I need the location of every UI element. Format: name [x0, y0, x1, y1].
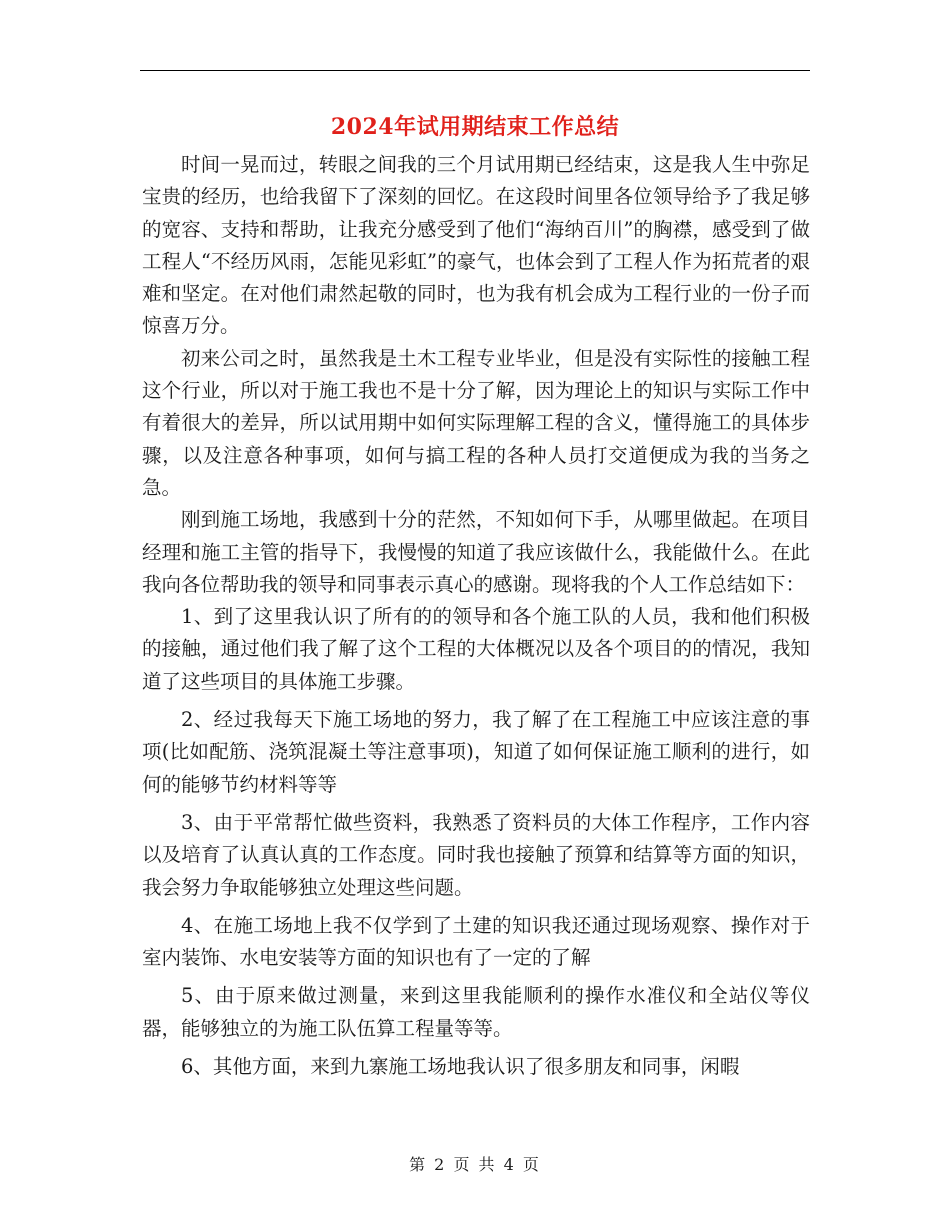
paragraph-item-5: 5、由于原来做过测量，来到这里我能顺利的操作水准仪和全站仪等仪器，能够独立的为施工队伍算工程量等等。	[142, 984, 810, 1040]
header-rule	[140, 70, 810, 71]
paragraph-site: 刚到施工场地，我感到十分的茫然，不知如何下手，从哪里做起。在项目经理和施工主管的指导下，我慢慢的知道了我应该做什么，我能做什么。在此我向各位帮助我的领导和同事表示真心的感谢。现将我的个人工作总结如下：	[142, 508, 810, 596]
paragraph-item-4: 4、在施工场地上我不仅学到了土建的知识我还通过现场观察、操作对于室内装饰、水电安装等方面的知识也有了一定的了解	[142, 913, 810, 970]
paragraph-arrival: 初来公司之时，虽然我是土木工程专业毕业，但是没有实际性的接触工程这个行业，所以对于施工我也不是十分了解，因为理论上的知识与实际工作中有着很大的差异，所以试用期中如何实际理解工程的含义，懂得施工的具体步骤，以及注意各种事项，如何与搞工程的各种人员打交道便成为我的当务之急。	[142, 346, 810, 499]
page-number: 第 2 页 共 4 页	[409, 1155, 541, 1174]
paragraph-item-1: 1、到了这里我认识了所有的的领导和各个施工队的人员，我和他们积极的接触，通过他们我了解了这个工程的大体概况以及各个项目的的情况，我知道了这些项目的具体施工步骤。	[142, 605, 810, 693]
document-body	[142, 149, 810, 1083]
paragraph-intro: 时间一晃而过，转眼之间我的三个月试用期已经结束，这是我人生中弥足宝贵的经历，也给我留下了深刻的回忆。在这段时间里各位领导给予了我足够的宽容、支持和帮助，让我充分感受到了他们“海纳百川”的胸襟，感受到了做工程人“不经历风雨，怎能见彩虹”的豪气，也体会到了工程人作为拓荒者的艰难和坚定。在对他们肃然起敬的同时，也为我有机会成为工程行业的一份子而惊喜万分。	[142, 153, 810, 338]
paragraph-item-2: 2、经过我每天下施工场地的努力，我了解了在工程施工中应该注意的事项(比如配筋、浇筑混凝土等注意事项)，知道了如何保证施工顺利的进行，如何的能够节约材料等等	[142, 708, 810, 796]
document-title: 2024年试用期结束工作总结	[330, 114, 620, 140]
paragraph-item-6: 6、其他方面，来到九寨施工场地我认识了很多朋友和同事，闲暇	[181, 1055, 740, 1079]
paragraph-item-3: 3、由于平常帮忙做些资料，我熟悉了资料员的大体工作程序，工作内容以及培育了认真认真的工作态度。同时我也接触了预算和结算等方面的知识，我会努力争取能够独立处理这些问题。	[142, 810, 810, 899]
